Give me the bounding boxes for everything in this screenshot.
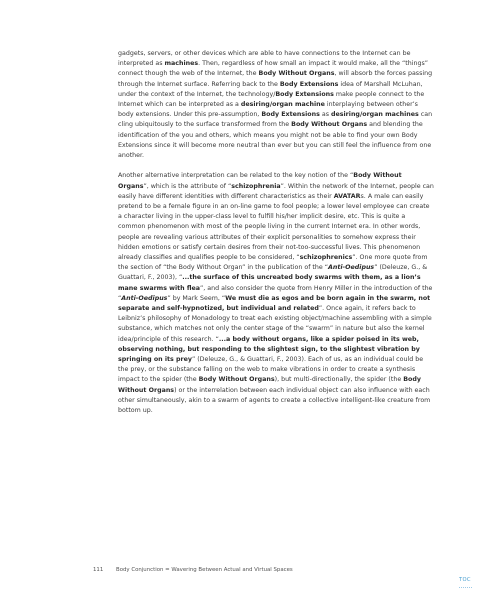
emphasis-run: AVATAR <box>333 192 361 200</box>
emphasis-run: machines <box>164 60 199 68</box>
text-run: interplaying between other’s body extensions. Under this pre-assumption, <box>118 101 418 119</box>
emphasis-run: Body Extensions <box>261 111 320 119</box>
text-run: and blending the identification of the you and others, which means you might not be able to find your own Body Extensions since it will become more neutral than ever but you can still feel the influence from one another. <box>118 121 432 160</box>
text-run: ” (Deleuze, G., & Guattari, F., 2003), “ <box>118 264 428 282</box>
toc-underline <box>459 587 472 588</box>
running-title: Body Conjunction = Wavering Between Actual and Virtual Spaces <box>116 567 293 573</box>
emphasis-run: Body Without Organs <box>118 172 402 190</box>
body-text <box>118 49 434 416</box>
emphasis-run: Anti-Oedipus <box>121 294 168 302</box>
emphasis-run: ...a body without organs, like a spider poised in its web, observing nothing, but responding to the slightest sign, to the slightest vibration by springing on its prey <box>118 335 420 364</box>
paragraph-1 <box>118 49 434 161</box>
emphasis-run: Body Without Organs <box>258 70 335 78</box>
text-run: can cling ubiquitously to the surface transformed from the <box>118 111 433 129</box>
text-run: make people connect to the Internet which can be interpreted as a <box>118 90 425 109</box>
text-run: as <box>319 111 331 119</box>
text-run: ”. One more quote from the section of “the Body Without Organ” in the publication of the “ <box>118 254 428 272</box>
emphasis-run: Body Without Organs <box>291 121 368 129</box>
emphasis-run: schizophrenics <box>299 254 353 262</box>
text-run: gadgets, servers, or other devices which are able to have connections to the Internet can be interpreted as <box>118 50 411 68</box>
text-run: Another alternative interpretation can be related to the key notion of the “ <box>118 172 354 180</box>
text-run: ”, and also consider the quote from Henry Miller in the introduction of the “ <box>118 284 433 302</box>
text-run: ), but multi-directionally, the spider (the <box>274 376 404 384</box>
emphasis-run: Body Without Organs <box>118 376 421 394</box>
emphasis-run: Body Extensions <box>275 90 334 98</box>
text-run: , will absorb the forces passing through the Internet surface. Referring back to the <box>118 70 433 88</box>
page-footer <box>93 567 293 573</box>
text-run: ”, which is the attribute of “ <box>143 182 232 190</box>
text-run: ) or the interrelation between each individual object can also influence with each other simultaneously, akin to a swarm of agents to create a collective intelligent-like creature from bottom up. <box>118 386 431 415</box>
page-number: 111 <box>93 567 104 573</box>
paragraph-2 <box>118 171 434 416</box>
text-run: ”. Within the network of the Internet, people can easily have different identities with different characteristics as their <box>118 182 434 200</box>
emphasis-run: desiring/organ machines <box>331 111 419 119</box>
toc-link[interactable]: TOC <box>459 577 471 583</box>
text-run: s. A male can easily pretend to be a female figure in an on-line game to fool people; a lower level employee can create a character living in the upper-class level to fulfill his/her implicit desire, etc. This is quite a common phenomenon with most of the people living in the current Internet era. In other words, people are revealing various attributes of their explicit personalities to somehow express their hidden emotions or satisfy certain desires from their not-too-successful lives. This phenomenon already classifies and qualifies people to be considered, “ <box>118 192 430 262</box>
emphasis-run: schizophrenia <box>231 182 281 190</box>
emphasis-run: Body Extensions <box>279 80 339 88</box>
emphasis-run: desiring/organ machine <box>240 101 325 109</box>
emphasis-run: ...the surface of this uncreated body swarms with them, as a lion’s mane swarms with flea <box>118 274 421 292</box>
emphasis-run: We must die as egos and be born again in the swarm, not separate and self-hypnotized, but individual and related <box>118 294 431 313</box>
text-run: idea of Marshall McLuhan, under the context of the Internet, the technology/ <box>118 80 423 98</box>
text-run: ” by Mark Seem, “ <box>167 294 226 302</box>
text-run: ”. Once again, it refers back to Leibniz’s philosophy of Monadology to treat each existing object/machine assembling with a simple substance, which matches not only the center stage of the “swarm” in nature but also the kernel idea/principle of this research. “ <box>118 305 432 343</box>
text-run: ” (Deleuze, G., & Guattari, F., 2003). Each of us, as an individual could be the prey, or the substance falling on the web to make vibrations in order to create a synthesis impact to the spider (the <box>118 356 424 384</box>
emphasis-run: Anti-Oedipus <box>328 264 375 272</box>
emphasis-run: Body Without Organs <box>198 376 275 384</box>
text-run: . Then, regardless of how small an impact it would make, all the “things” connect though the web of the Internet, the <box>118 60 429 78</box>
